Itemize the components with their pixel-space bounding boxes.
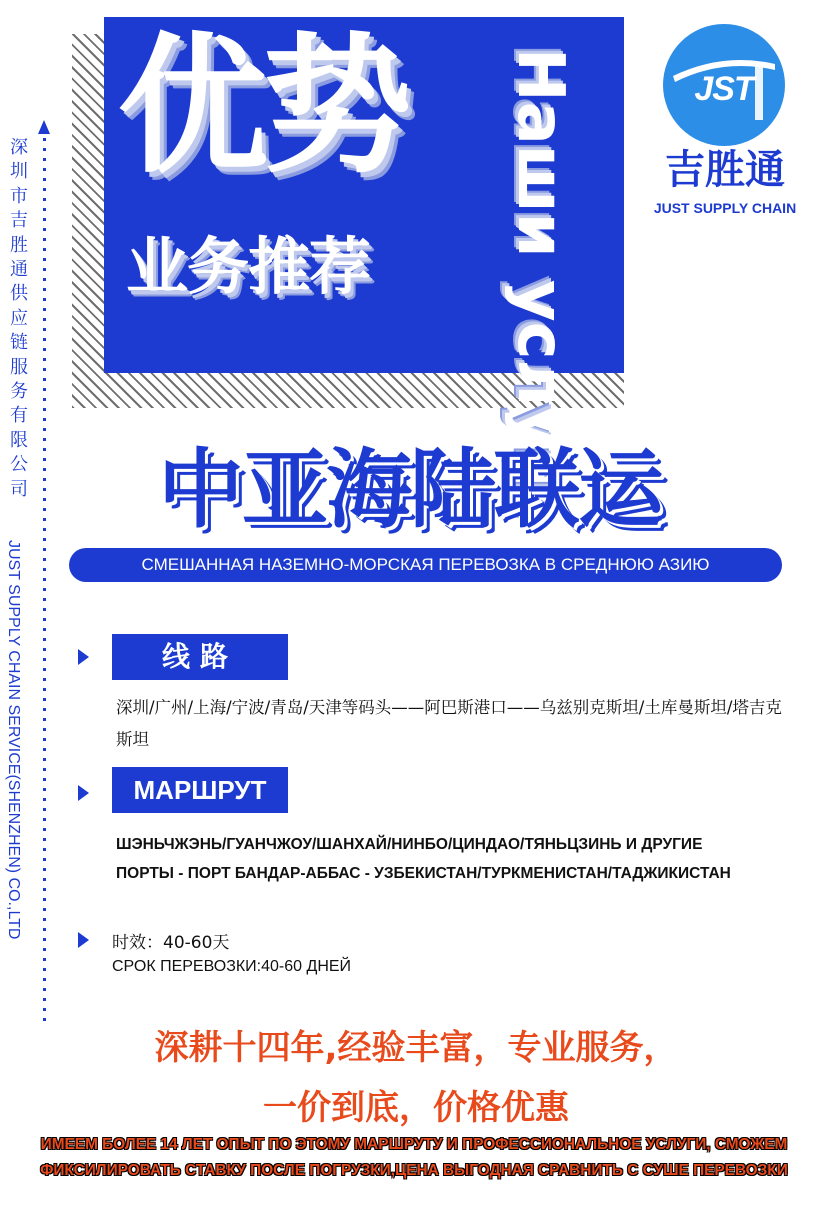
dotted-line (43, 138, 46, 1028)
bullet-triangle-icon (78, 649, 89, 665)
company-name-en: JUST SUPPLY CHAIN SERVICE(SHENZHEN) CO.,LTD (5, 540, 22, 940)
promo-cn-line-1: 深耕十四年,经验丰富，专业服务， (154, 1028, 678, 1068)
hero-title-ru: Наши услуги (503, 48, 577, 527)
bullet-triangle-icon (78, 932, 89, 948)
route-ru-line-1: ШЭНЬЧЖЭНЬ/ГУАНЧЖОУ/ШАНХАЙ/НИНБО/ЦИНДАО/ТЯНЬЦЗИНЬ И ДРУГИЕ (116, 836, 703, 853)
promo-cn-line-2: 一价到底，价格优惠 (263, 1088, 569, 1128)
bullet-triangle-icon (78, 785, 89, 801)
logo-name-en: JUST SUPPLY CHAIN (653, 200, 797, 216)
logo-mark: JST (694, 70, 754, 108)
arrow-up-icon (38, 120, 50, 134)
route-text-ru (116, 830, 816, 888)
company-name-en-wrap (2, 540, 42, 990)
promo-ru-line-2: ФИКСИЛИРОВАТЬ СТАВКУ ПОСЛЕ ПОГРУЗКИ,ЦЕНА ВЫГОДНАЯ СРАВНИТЬ С СУШЕ ПЕРЕВОЗКИ (40, 1162, 788, 1179)
route-label-cn: 线路 (112, 634, 288, 680)
hero-title: 优势 (118, 20, 407, 194)
main-title-ru: СМЕШАННАЯ НАЗЕМНО-МОРСКАЯ ПЕРЕВОЗКА В СРЕДНЮЮ АЗИЮ (141, 555, 710, 574)
company-name-cn: 深圳市吉胜通供应链服务有限公司 (10, 137, 28, 500)
route-label-ru: МАРШРУТ (112, 767, 288, 813)
logo-name-cn: 吉胜通 (665, 147, 785, 193)
hero-subtitle: 业务推荐 (126, 230, 371, 303)
route-ru-line-2: ПОРТЫ - ПОРТ БАНДАР-АББАС - УЗБЕКИСТАН/ТУРКМЕНИСТАН/ТАДЖИКИСТАН (116, 865, 731, 882)
main-title-cn: 中亚海陆联运 (158, 440, 662, 540)
transit-time-cn: 时效：40-60天 (112, 933, 230, 953)
promo-ru-line-1: ИМЕЕМ БОЛЕЕ 14 ЛЕТ ОПЫТ ПО ЭТОМУ МАРШРУТУ И ПРОФЕССИОНАЛЬНОЕ УСЛУГИ, СМОЖЕМ (40, 1136, 788, 1153)
transit-time-ru: СРОК ПЕРЕВОЗКИ:40-60 ДНЕЙ (112, 958, 352, 975)
route-text-cn: 深圳/广州/上海/宁波/青岛/天津等码头——阿巴斯港口——乌兹别克斯坦/土库曼斯坦/塔吉克斯坦 (116, 698, 782, 749)
